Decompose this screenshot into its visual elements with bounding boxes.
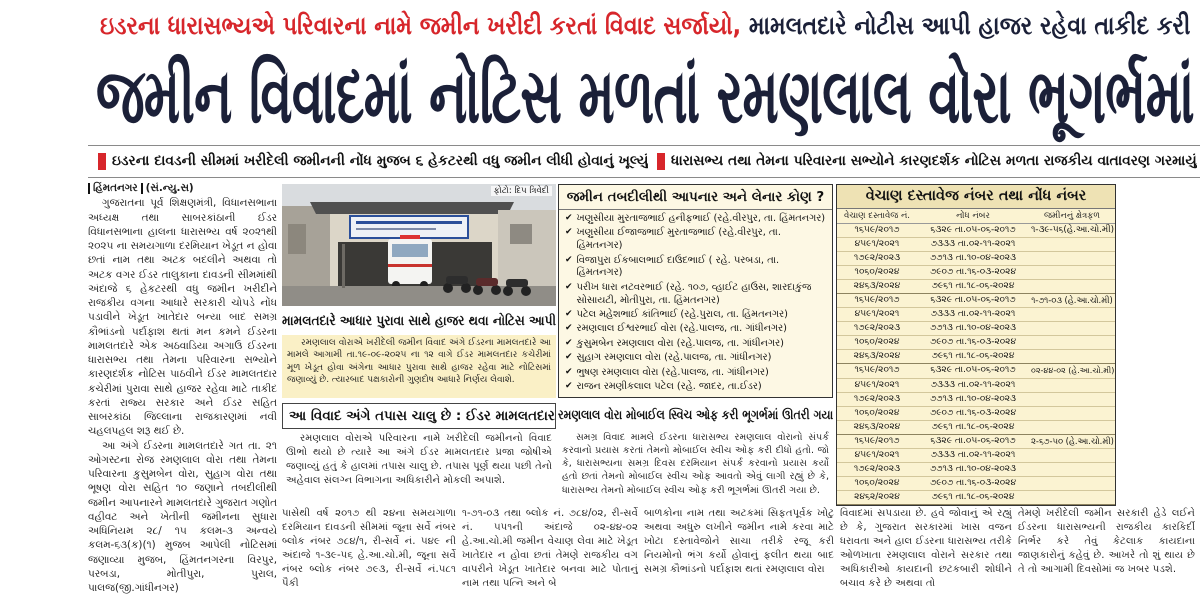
cell-deed: ૨૪૬૩/૨૦૨૪ [853, 421, 901, 432]
deeds-table-row [837, 280, 1115, 294]
subhead-right-text-box [671, 148, 1197, 175]
deeds-table-row [837, 322, 1115, 336]
deeds-table [836, 184, 1116, 506]
bike-body [476, 278, 498, 286]
parties-box-title-text: જમીન તબદીલીથી આપનાર અને લેનાર કોણ ? [566, 189, 825, 205]
party-name: ભુષણ રમણલાલ વોરા (રહે.પાલજ, તા. ગાંધીનગર) [576, 366, 769, 378]
probe-story-paragraph: રમણલાલ વોરાએ પરિવારના નામે ખરીદેલી જમીનનો વિવાદ ઊભો થયો છે ત્યારે આ અંગે ઈડર મામલતદાર પ્રજા જોષીએ જણાવ્યું હતું કે હાલમાં તપાસ ચાલુ છે. તપાસ પૂર્ણ થયા પછી તેનો અહેવાલ સંલગ્ન વિભાગના અધિકારીને મોકલી અપાશે. [286, 433, 552, 486]
cell-entry: ૭૯૬૧ તા.૧૮-૦૬-૨૦૨૪ [931, 281, 1015, 292]
ambulance-windshield [392, 244, 428, 257]
lead-paragraph: ગુજરાતના પૂર્વ શિક્ષણમંત્રી, વિધાનસભાના અધ્યક્ષ તથા સાબરકાંઠાની ઈડર વિધાનસભાના હાલના ધારાસભ્ય વર્ષ ૨૦૨૧થી ૨૦૨૫ ના સમયગાળા દરમિયાન ખેડૂત ન હોવા છતાં નામ તથા અટક બદલીને અથવા તો અટક વગર ઈડર તાલુકાના દાવડની સીમમાંથી અંદાજે ૬ હેકટરથી વધુ જમીન ખરીદીને રાજકીય વગના આધારે સરકારી ચોપડે નોંધ પડાવીને ખેડૂત ખાતેદાર બન્યા બાદ સમગ્ર કૌભાંડનો પર્દાફાશ થતાં મન કમને ઈડરના મામલતદારે એક અઠવાડિયા અગાઉ ઈડરના ધારાસભ્ય તથા તેમના પરિવારના સભ્યોને કારણદર્શક નોટિસ પાઠવીને ઈડર મામલતદાર કચેરીમાં પુરાવા સાથે હાજર રહેવા માટે તાકીદ કરતાં રાજ્ય સરકાર અને ઈડર સહિત સાબરકાંઠા જિલ્લાના રાજકારણમાં નવી ચહલપહલ શરૂ થઈ છે. [88, 197, 277, 438]
deeds-table-row [837, 336, 1115, 350]
cell-deed: ૧૭૯૨/૨૦૨૩ [853, 323, 901, 334]
cell-deed: ૨૪૬૩/૨૦૨૪ [853, 351, 901, 362]
cell-entry: ૭૩૩૩ તા.૦૨-૧૧-૨૦૨૧ [930, 309, 1016, 320]
switchoff-story-heading-text: રમણલાલ વોરા મોબાઈલ સ્વિચ ઓફ કરી ભૂગર્ભમાં ઊતરી ગયા [558, 408, 833, 423]
red-marker-icon [98, 153, 106, 170]
deeds-table-row [837, 477, 1115, 491]
header-deed-number: વેચાણ દસ્તાવેજ નં. [843, 211, 911, 221]
main-headline [96, 48, 1194, 144]
check-icon: ✔ [565, 337, 573, 348]
parties-list [559, 210, 832, 397]
bike-wheel [461, 283, 471, 293]
cell-entry: ૭૩૩૩ તા.૦૨-૧૧-૨૦૨૧ [930, 239, 1016, 250]
check-icon: ✔ [565, 213, 573, 223]
check-icon: ✔ [565, 352, 573, 363]
office-sign-board [350, 216, 468, 238]
red-marker-icon [657, 153, 665, 170]
party-list-item [565, 282, 826, 307]
lead-article [88, 181, 277, 594]
cell-entry: ૭૩૩૩ તા.૦૨-૧૧-૨૦૨૧ [930, 379, 1016, 390]
check-icon: ✔ [565, 323, 573, 334]
continuation-paragraph: તેમણે ખરીદેલી જમીન સરકારી હેડે લઈને ઈડરના ધારાસભ્યની રાજકીય કારકિર્દી નિર્ભર કરે તેવું કેટલાક કાયદાના જાણકારોનું કહેવું છે. આખરે તો શું થાય છે તે તો આગામી દિવસોમાં જ ખબર પડશે. [1018, 508, 1195, 575]
cell-deed: ૪૫૯૧/૨૦૨૧ [854, 379, 900, 390]
bike-body [446, 276, 468, 284]
party-list-item [565, 323, 826, 336]
cell-deed: ૨૪૬૩/૨૦૨૪ [853, 281, 901, 292]
deeds-table-title [837, 185, 1115, 209]
deeds-table-header [837, 209, 1115, 224]
right-building-window [510, 224, 532, 244]
deeds-table-row [837, 407, 1115, 421]
parties-box [558, 184, 833, 398]
header-land-area: જમીનનું ક્ષેત્રફળ [1044, 211, 1100, 221]
cell-entry: ૭૭૧૩ તા.૧૦-૦૪-૨૦૨૩ [929, 323, 1017, 334]
deeds-table-row [837, 393, 1115, 407]
probe-story-heading [282, 403, 556, 429]
parties-box-title [559, 185, 832, 210]
cell-deed: ૧૭૯૨/૨૦૨૩ [853, 253, 901, 264]
dateline [88, 181, 277, 195]
party-list-item [565, 381, 826, 394]
continuation-paragraph: પાસેથી વર્ષ ૨૦૧૭ થી ૨૪ના સમયગાળા દરમિયાન દાવડની સીમમાં જૂના સર્વે નંબર બ્લોક નંબર ૭૮૪/૧, રી-સર્વે નં. ૫૪૯ ની અંદાજે ૧-૩૯-૫૬ હે.આ.ચો.મી, જૂના સર્વે નંબર બ્લોક નંબર ૭૯૩, રી-સર્વે નં.૫૮૧ પૈકી [282, 508, 456, 589]
sign-stripe [356, 221, 462, 224]
office-photo [282, 184, 556, 306]
continuation-column [840, 507, 1012, 595]
deeds-table-row [837, 435, 1115, 449]
cell-entry: ૭૯૦૭ તા.૧૬-૦૩-૨૦૨૪ [929, 407, 1017, 418]
party-list-item [565, 255, 826, 280]
bike-wheel [473, 285, 483, 295]
ambulance-stripe [388, 264, 432, 267]
party-name: પટેલ મહેશભાઈ કાંતિભાઈ (રહે.પુરાલ, તા. હિંમતનગર) [576, 308, 788, 320]
deeds-table-row [837, 379, 1115, 393]
cell-deed: ૧૬૫૯/૨૦૧૭ [854, 365, 900, 376]
party-name: રાજન રમણીકલાલ પટેલ (રહે. જાદર, તા.ઈડર) [576, 381, 762, 393]
notice-story-heading [282, 309, 556, 334]
continuation-column [644, 507, 834, 595]
notice-story-body [282, 335, 556, 398]
probe-story-body [282, 431, 556, 503]
kicker-headline [100, 6, 1190, 46]
notice-story-heading-text: મામલતદારે આધાર પુરાવા સાથે હાજર થવા નોટિસ આપી [282, 313, 556, 329]
dateline-bar [88, 183, 90, 194]
cell-entry: ૬૩૨૯ તા.૦૫-૦૬-૨૦૧૭ [930, 365, 1016, 376]
cell-deed: ૧૬૫૯/૨૦૧૭ [854, 295, 900, 306]
deeds-table-row [837, 308, 1115, 322]
cell-entry: ૬૩૨૯ તા.૦૫-૦૬-૨૦૧૭ [930, 225, 1016, 236]
party-list-item [565, 338, 826, 351]
party-list-item [565, 367, 826, 380]
party-name: પરીખ ધારા નટવરભાઈ (રહે. ૧૦૭, વ્હાઈટ હાઉસ, શારદાકુંજ સોસાયટી, મોતીપુરા, તા. હિંમતનગર) [576, 281, 812, 306]
bike-wheel [491, 285, 501, 295]
cell-area: ૦૨-૪૪-૦૨ (હે.આ.ચો.મી) [1031, 366, 1115, 376]
cell-deed: ૧૬૫૯/૨૦૧૭ [854, 435, 900, 446]
party-name: ખણુસીયા મુરતાજભાઈ હનીફભાઈ (રહે.વીરપુર, તા. હિંમતનગર) [576, 213, 826, 224]
deeds-table-row [837, 421, 1115, 435]
cell-entry: ૬૩૨૯ તા.૦૫-૦૬-૨૦૧૭ [930, 435, 1016, 446]
cell-entry: ૭૯૦૭ તા.૧૬-૦૩-૨૦૨૪ [929, 337, 1017, 348]
kicker-dark-text: મામલતદારે નોટીસ આપી હાજર રહેવા તાકીદ કરી [741, 11, 1190, 40]
party-name: કુસુમબેન રમણલાલ વોરા (રહે.પાલજ, તા. ગાંધીનગર) [576, 337, 784, 349]
cell-deed: ૧૭૯૨/૨૦૨૩ [853, 393, 901, 404]
check-icon: ✔ [565, 227, 573, 238]
cell-deed: ૨૪૬૨/૨૦૨૪ [854, 491, 900, 502]
right-building [498, 210, 556, 288]
deeds-table-row [837, 252, 1115, 266]
main-headline-text: જમીન વિવાદમાં નોટિસ મળતાં રમણલાલ વોરા ભૂગર્ભમાં [96, 51, 1194, 140]
cell-entry: ૭૯૬૧ તા.૧૮-૦૬-૨૦૨૪ [931, 421, 1015, 432]
deeds-table-row [837, 294, 1115, 308]
cell-deed: ૧૬૫૯/૨૦૧૭ [854, 225, 900, 236]
switchoff-story-paragraph: સમગ્ર વિવાદ મામલે ઈડરના ધારાસભ્ય રમણલાલ વોરાનો સંપર્ક કરવાનો પ્રયાસ કરતાં તેમનો મોબાઈલ સ્વીચ ઓફ કરી દીધો હતો. જો કે, ધારાસભ્યના સમગ્ર દિવસ દરમિયાન સંપર્ક કરવાનો પ્રયાસ કર્યો હતો છતાં તેમનો મોબાઈલ સ્વીચ ઓફ આવતો એવું લાગી રહ્યું છે કે, ધારાસભ્ય તેમનો મોબાઈલ સ્વીચ ઓફ કરી ભૂગર્ભમાં ઊતરી ગયા છે. [562, 432, 829, 496]
check-icon: ✔ [565, 281, 573, 292]
cell-entry: ૭૯૦૭ તા.૧૬-૦૩-૨૦૨૪ [929, 267, 1017, 278]
dateline-bar [141, 183, 143, 194]
subhead-left-text-box [112, 148, 648, 175]
ambulance-light [400, 235, 420, 239]
check-icon: ✔ [565, 381, 573, 392]
deeds-table-row [837, 463, 1115, 477]
deeds-table-title-text: વેચાણ દસ્તાવેજ નંબર તથા નોંધ નંબર [865, 188, 1087, 204]
cell-entry: ૭૯૬૧ તા.૧૮-૦૬-૨૦૨૪ [931, 351, 1015, 362]
cell-area: ૧-૭૧-૦૩ (હે.આ.ચો.મી) [1031, 295, 1113, 306]
subhead-right-text: ધારાસભ્ય તથા તેમના પરિવારના સભ્યોને કારણદર્શક નોટિસ મળતા રાજકીય વાતાવરણ ગરમાયું [671, 153, 1197, 169]
cell-area: ૧-૩૯-૫૬(હે.આ.ચો.મી) [1031, 225, 1115, 236]
left-wall-window [288, 224, 306, 254]
cell-deed: ૪૫૯૧/૨૦૨૧ [854, 309, 900, 320]
party-list-item [565, 213, 826, 226]
photo-credit: ફોટો: દિપ ત્રિવેદી [491, 186, 552, 196]
continuation-column [462, 507, 638, 595]
bike-body [506, 279, 528, 287]
kicker-red-text: ઇડરના ધારાસભ્યએ પરિવારના નામે જમીન ખરીદી કરતાં વિવાદ સર્જાયો, [100, 11, 742, 40]
cell-deed: ૧૦૬૦/૨૦૨૪ [854, 407, 900, 418]
cell-deed: ૧૦૬૦/૨૦૨૪ [854, 267, 900, 278]
continuation-column [1018, 507, 1195, 595]
bike-wheel [443, 283, 453, 293]
cell-deed: ૧૦૬૦/૨૦૨૪ [854, 477, 900, 488]
notice-story-paragraph: રમણલાલ વોરાએ ખરીદેલી જમીન વિવાદ અંગે ઈડરના મામલતદારે આ મામલે આગામી તા.૧૯-૦૯-૨૦૨૫ ના ૧૨ વાગે ઈડર મામલતદાર કચેરીમાં મૂળ ખેડૂત હોવા અંગેના આધાર પુરાવા સાથે હાજર રહેવા માટે નોટિસમાં જણાવ્યું છે. ત્યારબાદ પક્ષકારોની ગુણદોષ આધારે નિર્ણય લેવાશે. [287, 338, 551, 385]
deeds-table-body [837, 224, 1115, 505]
bike-wheel [521, 286, 531, 296]
bike-wheel [503, 286, 513, 296]
cell-deed: ૪૫૯૧/૨૦૨૧ [854, 449, 900, 460]
check-icon: ✔ [565, 308, 573, 319]
sign-stripe [356, 228, 436, 230]
continuation-paragraph: બાળકોના નામ તથા અટકમાં સિફતપૂર્વક ખોટુ અથવા અધુરુ લખીને જમીન નામે કરવા માટે ખોટા દસ્તાવેજોને સાચા તરીકે રજૂ કરી નિયમોનો ભંગ કર્યો હોવાનું ફલીત થયા બાદ સમગ્ર કૌભાંડનો પર્દાફાશ થતાં રમણલાલ વોરા [644, 508, 834, 575]
cell-deed: ૪૫૯૧/૨૦૨૧ [854, 239, 900, 250]
subhead-divider [88, 177, 1200, 178]
check-icon: ✔ [565, 254, 573, 265]
deeds-table-row [837, 238, 1115, 252]
dateline-agency: (સં.ન્યુ.સ) [145, 182, 194, 194]
continuation-paragraph: ૧-૭૧-૦૩ તથા બ્લોક નં. ૭૮૪/૦૨, રી-સર્વે નં. ૫૫૧ની અંદાજે ૦૨-૪૪-૦૨ હે.આ.ચો.મી જમીન વેચાણ લેવા માટે ખેડૂત ખાતેદાર ન હોવા છતાં તેમણે રાજકીય વગ વાપરીને ખેડૂત ખાતેદાર બનવા માટે પોતાનું નામ તથા પત્નિ અને બે [462, 508, 638, 589]
top-divider [88, 145, 1200, 146]
subhead-right [657, 148, 1197, 175]
party-list-item [565, 352, 826, 365]
cell-area: ૨-૬૭-૫૦ (હે.આ.ચો.મી) [1031, 435, 1114, 446]
switchoff-story-body [558, 430, 833, 503]
party-name: સુહાગ રમણલાલ વોરા (રહે.પાલજ, તા. ગાંધીનગર) [576, 352, 772, 364]
cell-deed: ૧૦૬૦/૨૦૨૪ [854, 337, 900, 348]
dateline-place: હિંમતનગર [93, 182, 138, 194]
party-name: ખણુસીયા ઈજાજભાઈ મુરતાજભાઈ (રહે.વીરપુર, તા. હિંમતનગર) [576, 227, 781, 252]
pillar [342, 244, 345, 288]
continuation-paragraph: વિવાદમાં સપડાયા છે. હવે જોવાનું એ રહ્યું છે કે, ગુજરાત સરકારમાં ખાસ વજન ધરાવતા અને હાલ ઈડરના ધારાસભ્ય તરીકે ઓળખાતા રમણલાલ વોરાને સરકાર તથા અધિકારીઓ કાયદાની છટકબારી શોધીને બચાવ કરે છે અથવા તો [840, 508, 1012, 589]
subhead-left [98, 148, 648, 175]
switchoff-story-heading [558, 403, 833, 428]
cell-entry: ૬૩૨૯ તા.૦૫-૦૬-૨૦૧૭ [930, 295, 1016, 306]
cell-entry: ૭૩૩૩ તા.૦૨-૧૧-૨૦૨૧ [930, 449, 1016, 460]
party-list-item [565, 227, 826, 252]
deeds-table-row [837, 350, 1115, 364]
cell-entry: ૭૭૧૩ તા.૧૦-૦૪-૨૦૨૩ [929, 393, 1017, 404]
ground [282, 286, 556, 306]
party-name: રમણલાલ ઈશ્વરભાઈ વોરા (રહે.પાલજ, તા. ગાંધીનગર) [576, 323, 787, 335]
probe-story-heading-text: આ વિવાદ અંગે તપાસ ચાલુ છે : ઈડર મામલતદાર [289, 408, 555, 424]
party-name: વિજાપુરા ઈકબાલભાઈ દાઉદભાઈ ( રહે. પરબડા, તા. હિંમતનગર) [576, 254, 780, 279]
deeds-table-row [837, 491, 1115, 505]
subhead-left-text: ઇડરના દાવડની સીમમાં ખરીદેલી જમીનની નોંધ મુજબ ૬ હેકટરથી વધુ જમીન લીધી હોવાનું ખૂલ્યું [112, 153, 648, 169]
shed-roof [310, 202, 514, 214]
lead-paragraph: આ અંગે ઈડરના મામલતદારે ગત તા. ૨૧ ઓગસ્ટના રોજ રમણલાલ વોરા તથા તેમના પરિવારના કુસુમબેન વોરા, સુહાગ વોરા તથા ભૂષણ વોરા સહિત ૧૦ જણાને તબદીલીથી જમીન આપનારને મામલતદારે ગુજરાત ગણોત વહીવટ અને ખેતીની જમીનના સુધારા અધિનિયમ ૨૮/ ૧૫ કલમ-૩ અન્વયે કલમ-૬૩(ક)(૧) મુજબ આપેલી નોટિસમાં જણાવ્યા મુજબ, હિંમતનગરના વિરપુર, પરબડા, મોતીપુરા, પુરાલ, પાલજ(જી.ગાંધીનગર) [88, 439, 277, 594]
party-list-item [565, 309, 826, 322]
office-photo-image [282, 184, 556, 306]
deeds-table-row [837, 266, 1115, 280]
check-icon: ✔ [565, 366, 573, 377]
deeds-table-row [837, 364, 1115, 378]
cell-entry: ૭૭૧૩ તા.૧૦-૦૪-૨૦૨૩ [929, 463, 1017, 474]
deeds-table-row [837, 449, 1115, 463]
cell-entry: ૭૯૦૭ તા.૧૬-૦૩-૨૦૨૪ [929, 477, 1017, 488]
continuation-column [282, 507, 456, 595]
cell-entry: ૭૭૧૩ તા.૧૦-૦૪-૨૦૨૩ [929, 253, 1017, 264]
header-entry-number: નોંધ નંબર [956, 211, 990, 221]
cell-deed: ૧૭૯૨/૨૦૨૩ [853, 463, 901, 474]
cell-entry: ૭૯૬૧ તા.૧૮-૦૬-૨૦૨૪ [931, 491, 1015, 502]
deeds-table-row [837, 224, 1115, 238]
